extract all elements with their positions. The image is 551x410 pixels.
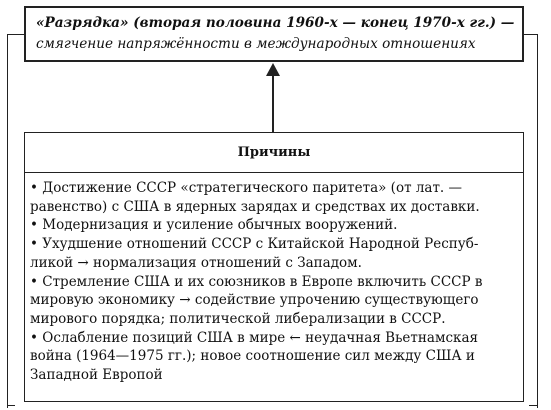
reason-line: Западной Европой xyxy=(30,367,163,384)
reason-line: • Стремление США и их союзников в Европе включить СССР в xyxy=(30,273,483,290)
reason-item-5 xyxy=(30,329,523,385)
up-arrow-icon xyxy=(266,63,280,76)
reason-line: • Модернизация и усиление обычных вооружений. xyxy=(30,217,398,234)
reason-line: • Ухудшение отношений СССР с Китайской Народной Респуб- xyxy=(30,236,479,253)
reason-line: война (1964—1975 гг.); новое соотношение сил между США и xyxy=(30,348,475,365)
reason-item-2 xyxy=(30,216,523,235)
reason-line: • Ослабление позиций США в мире ← неудачная Вьетнамская xyxy=(30,329,479,346)
reasons-box xyxy=(24,132,524,402)
reason-line: ликой → нормализация отношений с Западом. xyxy=(30,254,362,271)
detente-definition-box xyxy=(24,6,524,62)
detente-period: (вторая половина 1960-х — конец 1970-х гг.) — xyxy=(128,15,515,31)
right-connector-foot xyxy=(529,405,537,406)
arrow-shaft xyxy=(272,74,274,132)
reason-line: • Достижение СССР «стратегического паритета» (от лат. — xyxy=(30,180,463,196)
definition-line-1 xyxy=(36,13,515,34)
left-connector-foot xyxy=(7,405,15,406)
reasons-list xyxy=(25,173,523,385)
detente-term: «Разрядка» xyxy=(36,15,129,31)
reason-line: мировую экономику → содействие упрочению существующего xyxy=(30,292,479,309)
reasons-title: Причины xyxy=(25,133,523,173)
reason-item-3 xyxy=(30,235,523,272)
reason-line: мирового порядка; политической либерализации в СССР. xyxy=(30,310,446,327)
definition-line-2: смягчение напряжённости в международных отношениях xyxy=(36,36,476,52)
left-connector-line xyxy=(7,34,25,408)
reason-item-4 xyxy=(30,273,523,329)
reason-line: равенство) с США в ядерных зарядах и средствах их доставки. xyxy=(30,198,480,215)
reason-item-1 xyxy=(30,179,523,216)
right-connector-line xyxy=(524,34,538,408)
